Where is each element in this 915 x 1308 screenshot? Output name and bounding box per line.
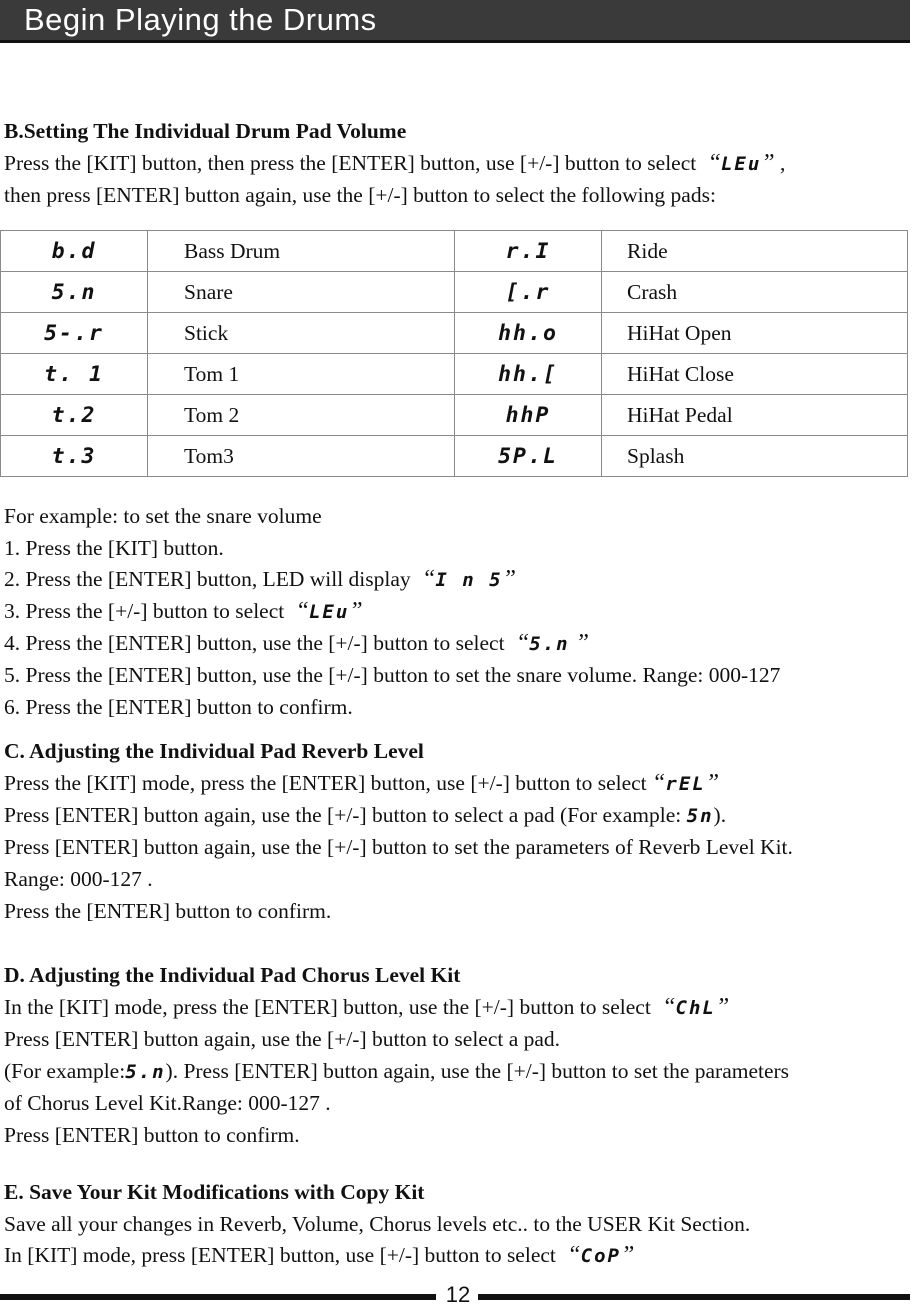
pad-name: Bass Drum <box>148 231 455 272</box>
table-row <box>1 231 908 272</box>
section-c-line3: Press [ENTER] button again, use the [+/-] button to set the parameters of Reverb Level Kit. <box>4 835 793 859</box>
pad-code: t. 1 <box>1 354 148 395</box>
pad-code: 5.n <box>1 272 148 313</box>
pad-code: 5P.L <box>455 436 602 477</box>
example-step4: 4. Press the [ENTER] button, use the [+/-] button to select “5.n ” <box>4 630 589 656</box>
pad-code: t.3 <box>1 436 148 477</box>
section-d-line1: In the [KIT] mode, press the [ENTER] button, use the [+/-] button to select “ChL” <box>4 994 730 1020</box>
table-row <box>1 395 908 436</box>
section-c-line1: Press the [KIT] mode, press the [ENTER] button, use [+/-] button to select “rEL” <box>4 770 720 796</box>
section-d-line2: Press [ENTER] button again, use the [+/-] button to select a pad. <box>4 1027 561 1051</box>
section-b-line2: then press [ENTER] button again, use the [+/-] button to select the following pads: <box>4 183 716 207</box>
table-row <box>1 354 908 395</box>
led-code: 5.n <box>125 1061 166 1083</box>
led-code: CoP <box>580 1245 621 1267</box>
pad-name: Splash <box>602 436 908 477</box>
example-step5: 5. Press the [ENTER] button, use the [+/-] button to set the snare volume. Range: 000-127 <box>4 663 781 687</box>
led-code: 5n <box>686 805 714 827</box>
pad-code: hhP <box>455 395 602 436</box>
pad-code: 5-.r <box>1 313 148 354</box>
led-code: LEu <box>308 601 350 623</box>
pad-code: hh.[ <box>455 354 602 395</box>
example-step6: 6. Press the [ENTER] button to confirm. <box>4 695 353 719</box>
section-c-line5: Press the [ENTER] button to confirm. <box>4 899 332 923</box>
pad-code: t.2 <box>1 395 148 436</box>
example-step3: 3. Press the [+/-] button to select “LEu” <box>4 598 363 624</box>
example-step1: 1. Press the [KIT] button. <box>4 536 224 560</box>
pad-name: Tom3 <box>148 436 455 477</box>
pad-name: Tom 2 <box>148 395 455 436</box>
section-d-line4: of Chorus Level Kit.Range: 000-127 . <box>4 1091 331 1115</box>
pad-code: b.d <box>1 231 148 272</box>
section-b-heading: B.Setting The Individual Drum Pad Volume <box>4 119 407 143</box>
section-c-line2: Press [ENTER] button again, use the [+/-] button to select a pad (For example: 5n). <box>4 803 727 827</box>
section-c-heading: C. Adjusting the Individual Pad Reverb Level <box>4 739 424 763</box>
led-code: ChL <box>675 997 716 1019</box>
pad-name: Crash <box>602 272 908 313</box>
footer-rule-left <box>0 1294 436 1300</box>
section-e-line1: Save all your changes in Reverb, Volume, Chorus levels etc.. to the USER Kit Section. <box>4 1212 751 1236</box>
pad-table <box>0 230 908 477</box>
section-c-line4: Range: 000-127 . <box>4 867 153 891</box>
led-code: 5.n <box>529 633 570 655</box>
table-row <box>1 272 908 313</box>
pad-name: HiHat Close <box>602 354 908 395</box>
table-row <box>1 436 908 477</box>
pad-name: HiHat Open <box>602 313 908 354</box>
section-e-line2: In [KIT] mode, press [ENTER] button, use [+/-] button to select “CoP” <box>4 1242 635 1268</box>
pad-code: [.r <box>455 272 602 313</box>
led-code: LEu <box>720 153 762 175</box>
led-code: rEL <box>665 773 706 795</box>
table-row <box>1 313 908 354</box>
page-number: 12 <box>445 1282 471 1307</box>
pad-name: Snare <box>148 272 455 313</box>
title-banner <box>0 0 910 43</box>
example-intro: For example: to set the snare volume <box>4 504 322 528</box>
page-title: Begin Playing the Drums <box>24 2 377 37</box>
pad-name: Tom 1 <box>148 354 455 395</box>
section-e-heading: E. Save Your Kit Modifications with Copy Kit <box>4 1180 425 1204</box>
footer-rule-right <box>478 1294 910 1300</box>
pad-code: r.I <box>455 231 602 272</box>
section-d-heading: D. Adjusting the Individual Pad Chorus Level Kit <box>4 963 461 987</box>
pad-code: hh.o <box>455 313 602 354</box>
pad-name: Stick <box>148 313 455 354</box>
example-step2: 2. Press the [ENTER] button, LED will display “I n 5” <box>4 566 516 592</box>
section-d-line3: (For example:5.n). Press [ENTER] button again, use the [+/-] button to set the parameters <box>4 1059 790 1083</box>
section-b-line1: Press the [KIT] button, then press the [ENTER] button, use [+/-] button to select “LEu” , <box>4 150 786 176</box>
pad-name: HiHat Pedal <box>602 395 908 436</box>
section-d-line5: Press [ENTER] button to confirm. <box>4 1123 300 1147</box>
pad-name: Ride <box>602 231 908 272</box>
led-code: I n 5 <box>435 569 503 591</box>
